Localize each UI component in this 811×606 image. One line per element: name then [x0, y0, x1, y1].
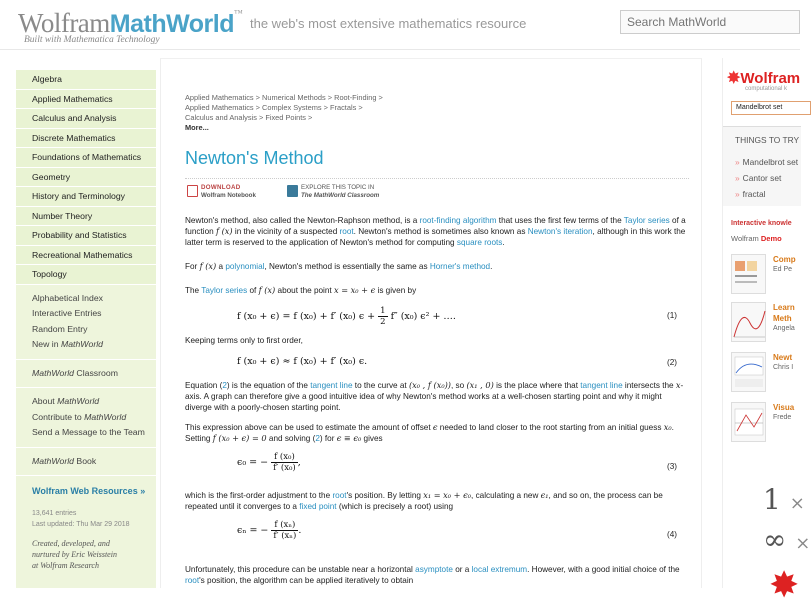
wolfram-alpha-input[interactable]: Mandelbrot set	[731, 101, 811, 115]
demo-title: Newt	[773, 353, 793, 362]
sidebar-category-probability-and-statistics[interactable]: Probability and Statistics	[16, 226, 156, 246]
decorative-symbols: 1 × ∞ ×	[763, 483, 811, 556]
link-asymptote[interactable]: asymptote	[415, 565, 453, 574]
equation-number-4: (4)	[666, 530, 677, 539]
link-root-2[interactable]: root	[332, 491, 347, 500]
sidebar-category-topology[interactable]: Topology	[16, 265, 156, 285]
things-to-try-panel	[723, 126, 801, 206]
logo-trademark: ™	[233, 8, 243, 18]
breadcrumb-path-2[interactable]: Applied Mathematics > Complex Systems > Fractals >	[185, 103, 363, 112]
sidebar-category-number-theory[interactable]: Number Theory	[16, 207, 156, 227]
interactive-knowledge-header: Interactive knowle	[731, 220, 792, 227]
link-root[interactable]: root	[339, 227, 354, 236]
demo-author: Chris I	[773, 364, 794, 371]
classroom-icon	[287, 185, 298, 197]
paragraph-3: The Taylor series of f (x) about the point x = x₀ + ϵ is given by	[185, 285, 417, 295]
web-resources-block	[16, 476, 156, 577]
link-horners-method[interactable]: Horner's method	[429, 262, 491, 271]
sidebar-category-calculus-and-analysis[interactable]: Calculus and Analysis	[16, 109, 156, 129]
link-root-finding-algorithm[interactable]: root-finding algorithm	[419, 216, 497, 225]
paragraph-8: Unfortunately, this procedure can be unstable near a horizontal asymptote or a local extremum. However, with a good initial choice of the root's position, the algorithm can be applied iteratively to obtain	[185, 565, 680, 585]
demo-thumbnail	[731, 402, 766, 442]
link-root-3[interactable]: root	[185, 576, 200, 585]
sidebar-category-applied-mathematics[interactable]: Applied Mathematics	[16, 90, 156, 110]
demo-thumbnail	[731, 352, 766, 392]
sidebar-classroom-group	[16, 360, 156, 389]
link-interactive-entries[interactable]: Interactive Entries	[32, 308, 102, 318]
tagline: the web's most extensive mathematics resource	[250, 16, 527, 31]
bullet-icon: »	[735, 173, 740, 183]
category-list	[16, 70, 156, 285]
demo-item-2[interactable]	[731, 302, 811, 344]
demo-author: Ed Pe	[773, 266, 793, 273]
link-polynomial[interactable]: polynomial	[225, 262, 265, 271]
wolfram-alpha-logo[interactable]: ✸Wolfram	[727, 70, 801, 87]
sidebar-category-algebra[interactable]: Algebra	[16, 70, 156, 90]
sidebar-about-group	[16, 388, 156, 448]
demo-title: Visua	[773, 403, 795, 412]
try-cantor-set[interactable]: » Cantor set	[735, 173, 782, 183]
demo-thumbnail	[731, 254, 766, 294]
link-newtons-iteration[interactable]: Newton's iteration	[527, 227, 593, 236]
link-about-mathworld[interactable]: About MathWorld	[32, 396, 100, 406]
sidebar-category-discrete-mathematics[interactable]: Discrete Mathematics	[16, 129, 156, 149]
link-local-extremum[interactable]: local extremum	[471, 565, 528, 574]
last-updated: Last updated: Thu Mar 29 2018	[32, 521, 130, 528]
link-new-in-mathworld[interactable]: New in MathWorld	[32, 339, 103, 349]
things-to-try-header: THINGS TO TRY	[735, 135, 800, 145]
link-tangent-line[interactable]: tangent line	[310, 381, 353, 390]
paragraph-6: This expression above can be used to estimate the amount of offset ϵ needed to land closer to the root starting from an initial guess x₀. Setting f (x₀ + ϵ) = 0 and solving (2) for ϵ ≡ ϵ₀ gives	[185, 422, 674, 443]
sidebar-links-group	[16, 285, 156, 360]
demo-title: Learn	[773, 303, 795, 312]
paragraph-7: which is the first-order adjustment to the root's position. By letting x₁ = x₀ + ϵ₀, calculating a new ϵ₁, and so on, the process can be repeated until it converges to a fixed point (which is precisely a root) using	[185, 490, 663, 511]
logo-wolfram-text: Wolfram	[18, 8, 110, 38]
breadcrumb	[185, 93, 689, 133]
link-alphabetical-index[interactable]: Alphabetical Index	[32, 292, 103, 303]
wolfram-alpha-subtitle: computational k	[745, 86, 788, 92]
equation-number-2: (2)	[666, 358, 677, 367]
search-input[interactable]	[620, 10, 800, 34]
notebook-icon	[187, 185, 198, 197]
sidebar-category-recreational-mathematics[interactable]: Recreational Mathematics	[16, 246, 156, 266]
equation-3: ϵ₀ = − $\frac{\text{f (x₀)}}{\text{f′ (x₀)}}$ , (3)	[237, 452, 677, 473]
wolfram-star-large-icon: ✸	[769, 564, 800, 605]
link-wolfram-web-resources[interactable]: Wolfram Web Resources »	[32, 486, 146, 496]
site-header	[0, 0, 800, 50]
download-notebook-button[interactable]: DOWNLOAD Wolfram Notebook	[201, 184, 256, 199]
link-mathworld-classroom[interactable]: MathWorld Classroom	[32, 367, 118, 378]
main-content	[160, 58, 702, 588]
sidebar-category-geometry[interactable]: Geometry	[16, 168, 156, 188]
breadcrumb-more-link[interactable]: More...	[185, 123, 209, 132]
bullet-icon: »	[735, 157, 740, 167]
link-mathworld-book[interactable]: MathWorld Book	[32, 455, 97, 466]
paragraph-4: Keeping terms only to first order,	[185, 336, 303, 345]
demo-thumbnail	[731, 302, 766, 342]
sidebar-book-group	[16, 448, 156, 477]
link-send-message[interactable]: Send a Message to the Team	[32, 427, 145, 437]
left-sidebar	[16, 70, 156, 588]
equation-number-3: (3)	[666, 462, 677, 471]
sidebar-category-foundations-of-mathematics[interactable]: Foundations of Mathematics	[16, 148, 156, 168]
link-taylor-series[interactable]: Taylor series	[623, 216, 670, 225]
link-equation-2[interactable]: 2	[222, 381, 227, 390]
sidebar-category-history-and-terminology[interactable]: History and Terminology	[16, 187, 156, 207]
link-contribute[interactable]: Contribute to MathWorld	[32, 411, 127, 422]
paragraph-1: Newton's method, also called the Newton-Raphson method, is a root-finding algorithm that uses the first few terms of the Taylor series of a function f (x) in the vicinity of a suspected root. Newton's method is sometimes also known as Newton's iteration, although in this work the latter term is reserved to the application of Newton's method for computing square roots.	[185, 216, 686, 247]
equation-1: f (x₀ + ϵ) = f (x₀) + f′ (x₀) ϵ + $\frac{1}{2}$ f″ (x₀) ϵ² + …. (1)	[237, 306, 677, 327]
demo-author: Angela	[773, 325, 795, 332]
entry-count: 13,641 entries	[32, 510, 77, 517]
demo-item-1[interactable]	[731, 254, 811, 296]
breadcrumb-path-3[interactable]: Calculus and Analysis > Fixed Points >	[185, 113, 313, 122]
demo-title: Comp	[773, 255, 796, 264]
try-mandelbrot-set[interactable]: » Mandelbrot set	[735, 157, 799, 167]
wolfram-demonstrations-header[interactable]: Wolfram Demo	[731, 234, 782, 243]
page-title: Newton's Method	[185, 148, 324, 168]
credit-line-2: nurtured by Eric Weisstein	[32, 550, 117, 559]
link-taylor-series-2[interactable]: Taylor series	[201, 286, 248, 295]
demo-item-3[interactable]	[731, 352, 811, 394]
demo-author: Frede	[773, 414, 792, 421]
link-random-entry[interactable]: Random Entry	[32, 323, 88, 334]
right-sidebar	[722, 58, 811, 605]
paragraph-5: Equation (2) is the equation of the tangent line to the curve at (x₀ , f (x₀)), so (x₁ , 0) is the place where that tangent line intersects the x-axis. A graph can therefore give a good intuitive idea of why Newton's method works at a well-chosen starting point and why it might diverge with a poorly-chosen starting point.	[185, 380, 684, 412]
wolfram-star-icon: ✸	[727, 70, 741, 87]
paragraph-2: For f (x) a polynomial, Newton's method is essentially the same as Horner's method.	[185, 261, 493, 271]
equation-2: f (x₀ + ϵ) ≈ f (x₀) + f′ (x₀) ϵ. (2)	[237, 356, 677, 367]
bullet-icon: »	[735, 189, 740, 199]
logo-mathworld-text: MathWorld	[109, 10, 234, 38]
try-fractal[interactable]: » fractal	[735, 189, 766, 199]
equation-4: ϵₙ = − $\frac{\text{f (xₙ)}}{\text{f′ (xₙ)}}$ . (4)	[237, 520, 677, 541]
demo-item-4[interactable]	[731, 402, 811, 444]
demo-title-line-2: Meth	[773, 314, 792, 323]
credit-line-3: at Wolfram Research	[32, 561, 99, 570]
equation-number-1: (1)	[666, 311, 677, 320]
link-fixed-point[interactable]: fixed point	[299, 502, 337, 511]
breadcrumb-path-1[interactable]: Applied Mathematics > Numerical Methods > Root-Finding >	[185, 93, 383, 102]
credit-line-1: Created, developed, and	[32, 539, 110, 548]
logo-subtitle: Built with Mathematica Technology	[24, 35, 160, 45]
action-bar	[185, 178, 689, 204]
explore-classroom-button[interactable]: EXPLORE THIS TOPIC IN The MathWorld Classroom	[301, 184, 379, 199]
link-tangent-line-2[interactable]: tangent line	[580, 381, 623, 390]
link-square-roots[interactable]: square roots	[456, 238, 503, 247]
link-equation-2b[interactable]: 2	[315, 434, 320, 443]
